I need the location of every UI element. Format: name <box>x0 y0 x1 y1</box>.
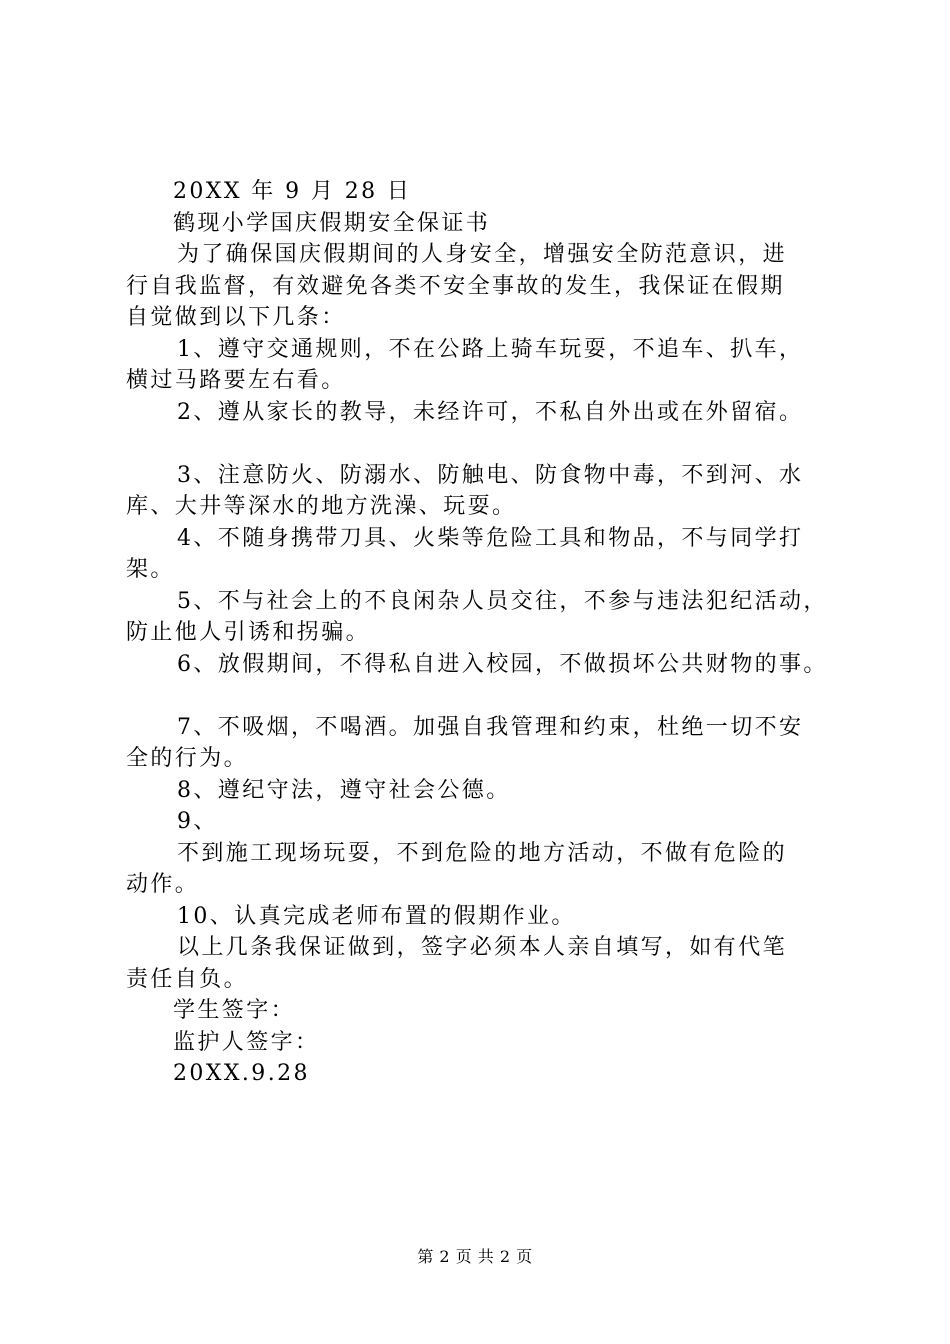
item-5-line-1: 5、不与社会上的不良闲杂人员交往，不参与违法犯纪活动， <box>177 588 828 614</box>
item-9-line-1: 不到施工现场玩耍，不到危险的地方活动，不做有危险的 <box>177 840 788 866</box>
blank-line <box>126 680 838 712</box>
item-8-line-1: 8、遵纪守法，遵守社会公德。 <box>177 777 511 803</box>
item-1-line-2: 横过马路要左右看。 <box>126 368 346 393</box>
item-10-line-1: 10、认真完成老师布置的假期作业。 <box>177 903 576 929</box>
student-signature-label: 学生签字： <box>173 998 296 1023</box>
item-6-line-1: 6、放假期间，不得私自进入校园，不做损坏公共财物的事。 <box>177 651 828 677</box>
item-4-line-1: 4、不随身携带刀具、火柴等危险工具和物品，不与同学打 <box>177 525 804 551</box>
signature-date: 20XX.9.28 <box>173 1061 310 1086</box>
item-7-line-1: 7、不吸烟，不喝酒。加强自我管理和约束，杜绝一切不安 <box>177 714 804 740</box>
intro-paragraph-line-3: 自觉做到以下几条： <box>126 305 346 330</box>
document-title: 鹤现小学国庆假期安全保证书 <box>173 210 491 236</box>
item-9-line-2: 动作。 <box>126 872 200 897</box>
closing-line-1: 以上几条我保证做到，签字必须本人亲自填写，如有代笔 <box>177 935 788 960</box>
date-line: 20XX 年 9 月 28 日 <box>173 179 412 204</box>
item-3-line-2: 库、大井等深水的地方洗澡、玩耍。 <box>126 494 517 519</box>
item-1-line-1: 1、遵守交通规则，不在公路上骑车玩耍，不追车、扒车， <box>177 336 804 362</box>
guardian-signature-label: 监护人签字： <box>173 1029 320 1055</box>
document-body <box>126 176 838 1090</box>
intro-paragraph-line-1: 为了确保国庆假期间的人身安全，增强安全防范意识，进 <box>177 242 788 267</box>
closing-line-2: 责任自负。 <box>126 966 249 992</box>
blank-line <box>126 428 838 460</box>
item-4-line-2: 架。 <box>126 557 175 582</box>
item-5-line-2: 防止他人引诱和拐骗。 <box>126 620 371 645</box>
intro-paragraph-line-2: 行自我监督，有效避免各类不安全事故的发生，我保证在假期 <box>126 273 785 299</box>
page-footer: 第 2 页 共 2 页 <box>417 1247 533 1266</box>
item-2-line-1: 2、遵从家长的教导，未经许可，不私自外出或在外留宿。 <box>177 399 804 425</box>
item-7-line-2: 全的行为。 <box>126 746 249 771</box>
item-9-number: 9、 <box>177 809 218 834</box>
item-3-line-1: 3、注意防火、防溺水、防触电、防食物中毒，不到河、水 <box>177 462 804 488</box>
